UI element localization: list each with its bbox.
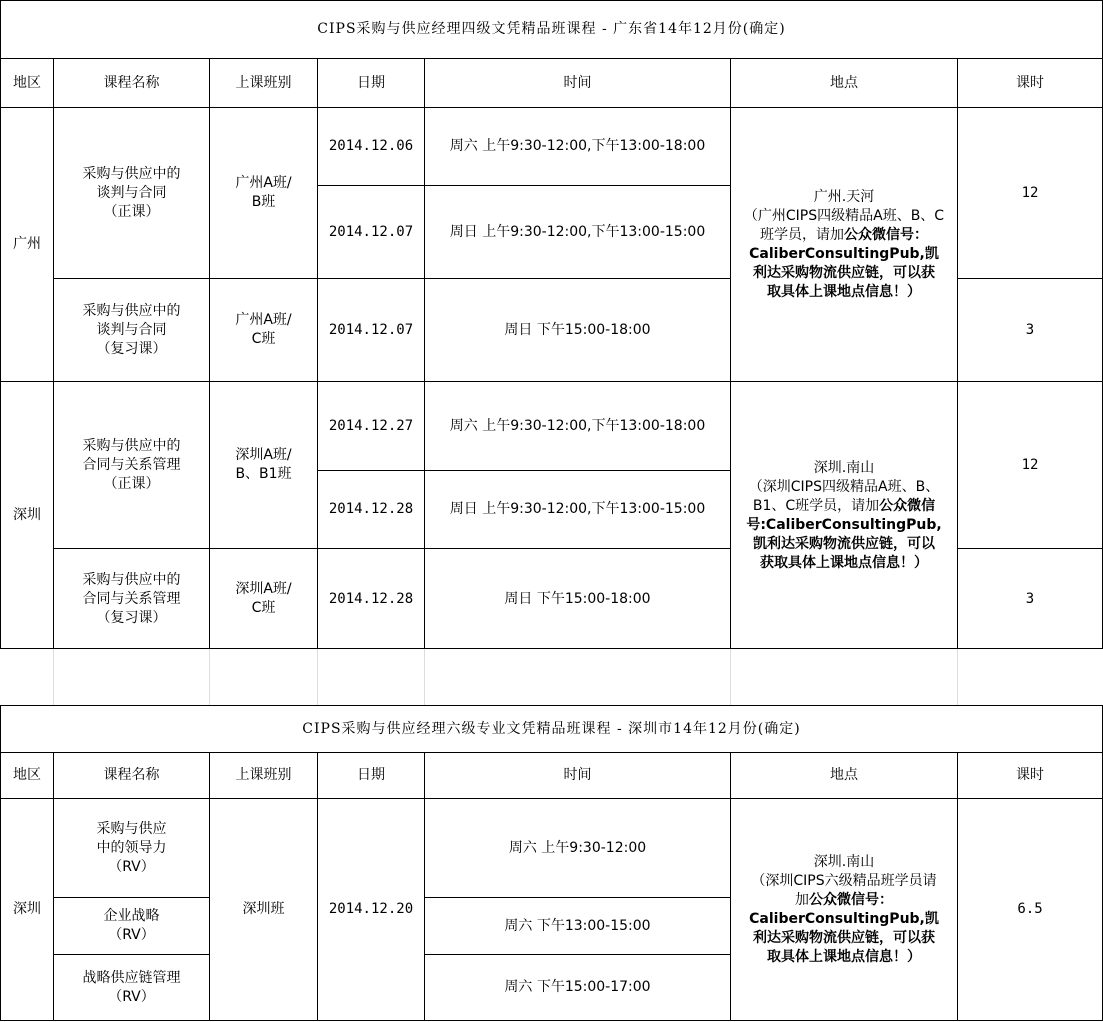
region-cell: 深圳: [1, 382, 54, 650]
table-row: [1, 382, 1103, 471]
header-row: [1, 753, 1103, 799]
date-cell: 2014.12.28: [318, 549, 425, 650]
time-cell: 周日 下午15:00-18:00: [425, 549, 731, 650]
region-cell: 深圳: [1, 799, 54, 1021]
time-cell: 周六 上午9:30-12:00: [425, 799, 731, 898]
header-course: 课程名称: [54, 59, 210, 108]
hours-cell: 12: [958, 108, 1103, 279]
date-cell: 2014.12.20: [318, 799, 425, 1021]
header-region: 地区: [1, 753, 54, 799]
header-hours: 课时: [958, 753, 1103, 799]
table-title: CIPS采购与供应经理四级文凭精品班课程 - 广东省14年12月份(确定): [1, 1, 1103, 59]
time-cell: 周日 上午9:30-12:00,下午13:00-15:00: [425, 471, 731, 549]
location-note: （深圳CIPS四级精品A班、B、: [748, 478, 940, 495]
location-note: 利达采购物流供应链，可以获: [753, 264, 935, 281]
date-cell: 2014.12.07: [318, 279, 425, 382]
location-name: 深圳.南山: [813, 459, 875, 476]
time-cell: 周六 下午15:00-17:00: [425, 955, 731, 1021]
region-cell: 广州: [1, 108, 54, 382]
header-time: 时间: [425, 753, 731, 799]
table-title: CIPS采购与供应经理六级专业文凭精品班课程 - 深圳市14年12月份(确定): [1, 706, 1103, 753]
header-course: 课程名称: [54, 753, 210, 799]
location-note: 班学员，请加公众微信号：: [760, 226, 928, 243]
class-line: 深圳A班/: [235, 447, 292, 463]
course-line: 中的领导力: [96, 839, 167, 856]
table-row: [1, 799, 1103, 898]
location-note: （广州CIPS四级精品A班、B、C: [743, 207, 945, 224]
spacer-row: [0, 649, 1103, 705]
course-line: 采购与供应中的: [82, 165, 181, 182]
location-note: CaliberConsultingPub,凯: [749, 910, 939, 927]
course-line: （正课）: [103, 475, 160, 492]
class-line: C班: [251, 600, 276, 616]
location-note: CaliberConsultingPub,凯: [749, 245, 939, 262]
course-name-cell: [54, 955, 210, 1021]
class-line: C班: [251, 331, 276, 347]
course-line: 战略供应链管理: [82, 969, 181, 986]
course-name-cell: [54, 382, 210, 549]
header-date: 日期: [318, 59, 425, 108]
table-row: [1, 108, 1103, 186]
location-note: 获取具体上课地点信息！）: [760, 554, 928, 571]
course-line: 谈判与合同: [96, 321, 167, 338]
hours-cell: 12: [958, 382, 1103, 549]
course-line: （RV）: [108, 927, 155, 943]
date-cell: 2014.12.27: [318, 382, 425, 471]
time-cell: 周日 上午9:30-12:00,下午13:00-15:00: [425, 186, 731, 279]
header-class: 上课班别: [210, 753, 318, 799]
course-line: 采购与供应: [96, 820, 167, 837]
schedule-table-level6: [0, 705, 1103, 1021]
time-cell: 周日 下午15:00-18:00: [425, 279, 731, 382]
course-line: （RV）: [108, 988, 155, 1005]
time-cell: 周六 上午9:30-12:00,下午13:00-18:00: [425, 108, 731, 186]
class-cell: [210, 279, 318, 382]
class-cell: [210, 108, 318, 279]
course-name-cell: [54, 549, 210, 650]
header-class: 上课班别: [210, 59, 318, 108]
location-note: （深圳CIPS六级精品班学员请: [751, 872, 937, 889]
header-location: 地点: [731, 753, 958, 799]
course-line: （正课）: [103, 203, 160, 220]
course-line: （RV）: [108, 858, 155, 875]
date-cell: 2014.12.28: [318, 471, 425, 549]
header-hours: 课时: [958, 59, 1103, 108]
course-name-cell: [54, 279, 210, 382]
header-time: 时间: [425, 59, 731, 108]
class-line: 广州A班/: [235, 312, 292, 328]
course-name-cell: [54, 108, 210, 279]
location-cell: [731, 799, 958, 1021]
class-line: 深圳A班/: [235, 581, 292, 597]
class-line: 广州A班/: [235, 175, 292, 191]
hours-cell: 6.5: [958, 799, 1103, 1021]
time-cell: 周六 上午9:30-12:00,下午13:00-18:00: [425, 382, 731, 471]
location-note: 号:CaliberConsultingPub,: [746, 516, 942, 533]
class-cell: [210, 549, 318, 650]
course-line: 合同与关系管理: [82, 590, 181, 607]
course-line: （复习课）: [96, 609, 167, 626]
course-line: 采购与供应中的: [82, 302, 181, 319]
location-note: 凯利达采购物流供应链，可以: [753, 535, 935, 552]
course-name-cell: [54, 898, 210, 955]
location-note: 利达采购物流供应链，可以获: [753, 929, 935, 946]
class-cell: [210, 382, 318, 549]
class-line: B班: [251, 194, 276, 210]
course-line: 采购与供应中的: [82, 437, 181, 454]
course-line: 谈判与合同: [96, 184, 167, 201]
class-line: B、B1班: [235, 466, 292, 482]
location-note: 取具体上课地点信息！）: [767, 948, 921, 965]
location-name: 深圳.南山: [813, 853, 875, 870]
location-note: 加公众微信号：: [795, 891, 893, 908]
header-region: 地区: [1, 59, 54, 108]
time-cell: 周六 下午13:00-15:00: [425, 898, 731, 955]
hours-cell: 3: [958, 279, 1103, 382]
course-line: （复习课）: [96, 340, 167, 357]
date-cell: 2014.12.06: [318, 108, 425, 186]
hours-cell: 3: [958, 549, 1103, 650]
location-cell: [731, 382, 958, 650]
course-line: 采购与供应中的: [82, 571, 181, 588]
header-date: 日期: [318, 753, 425, 799]
course-name-cell: [54, 799, 210, 898]
location-note: 取具体上课地点信息！）: [767, 283, 921, 300]
course-line: 合同与关系管理: [82, 456, 181, 473]
location-name: 广州.天河: [813, 188, 875, 205]
location-cell: [731, 108, 958, 382]
location-note: B1、C班学员，请加公众微信: [752, 497, 936, 514]
course-line: 企业战略: [103, 908, 160, 924]
class-cell: 深圳班: [210, 799, 318, 1021]
header-location: 地点: [731, 59, 958, 108]
date-cell: 2014.12.07: [318, 186, 425, 279]
header-row: [1, 59, 1103, 108]
